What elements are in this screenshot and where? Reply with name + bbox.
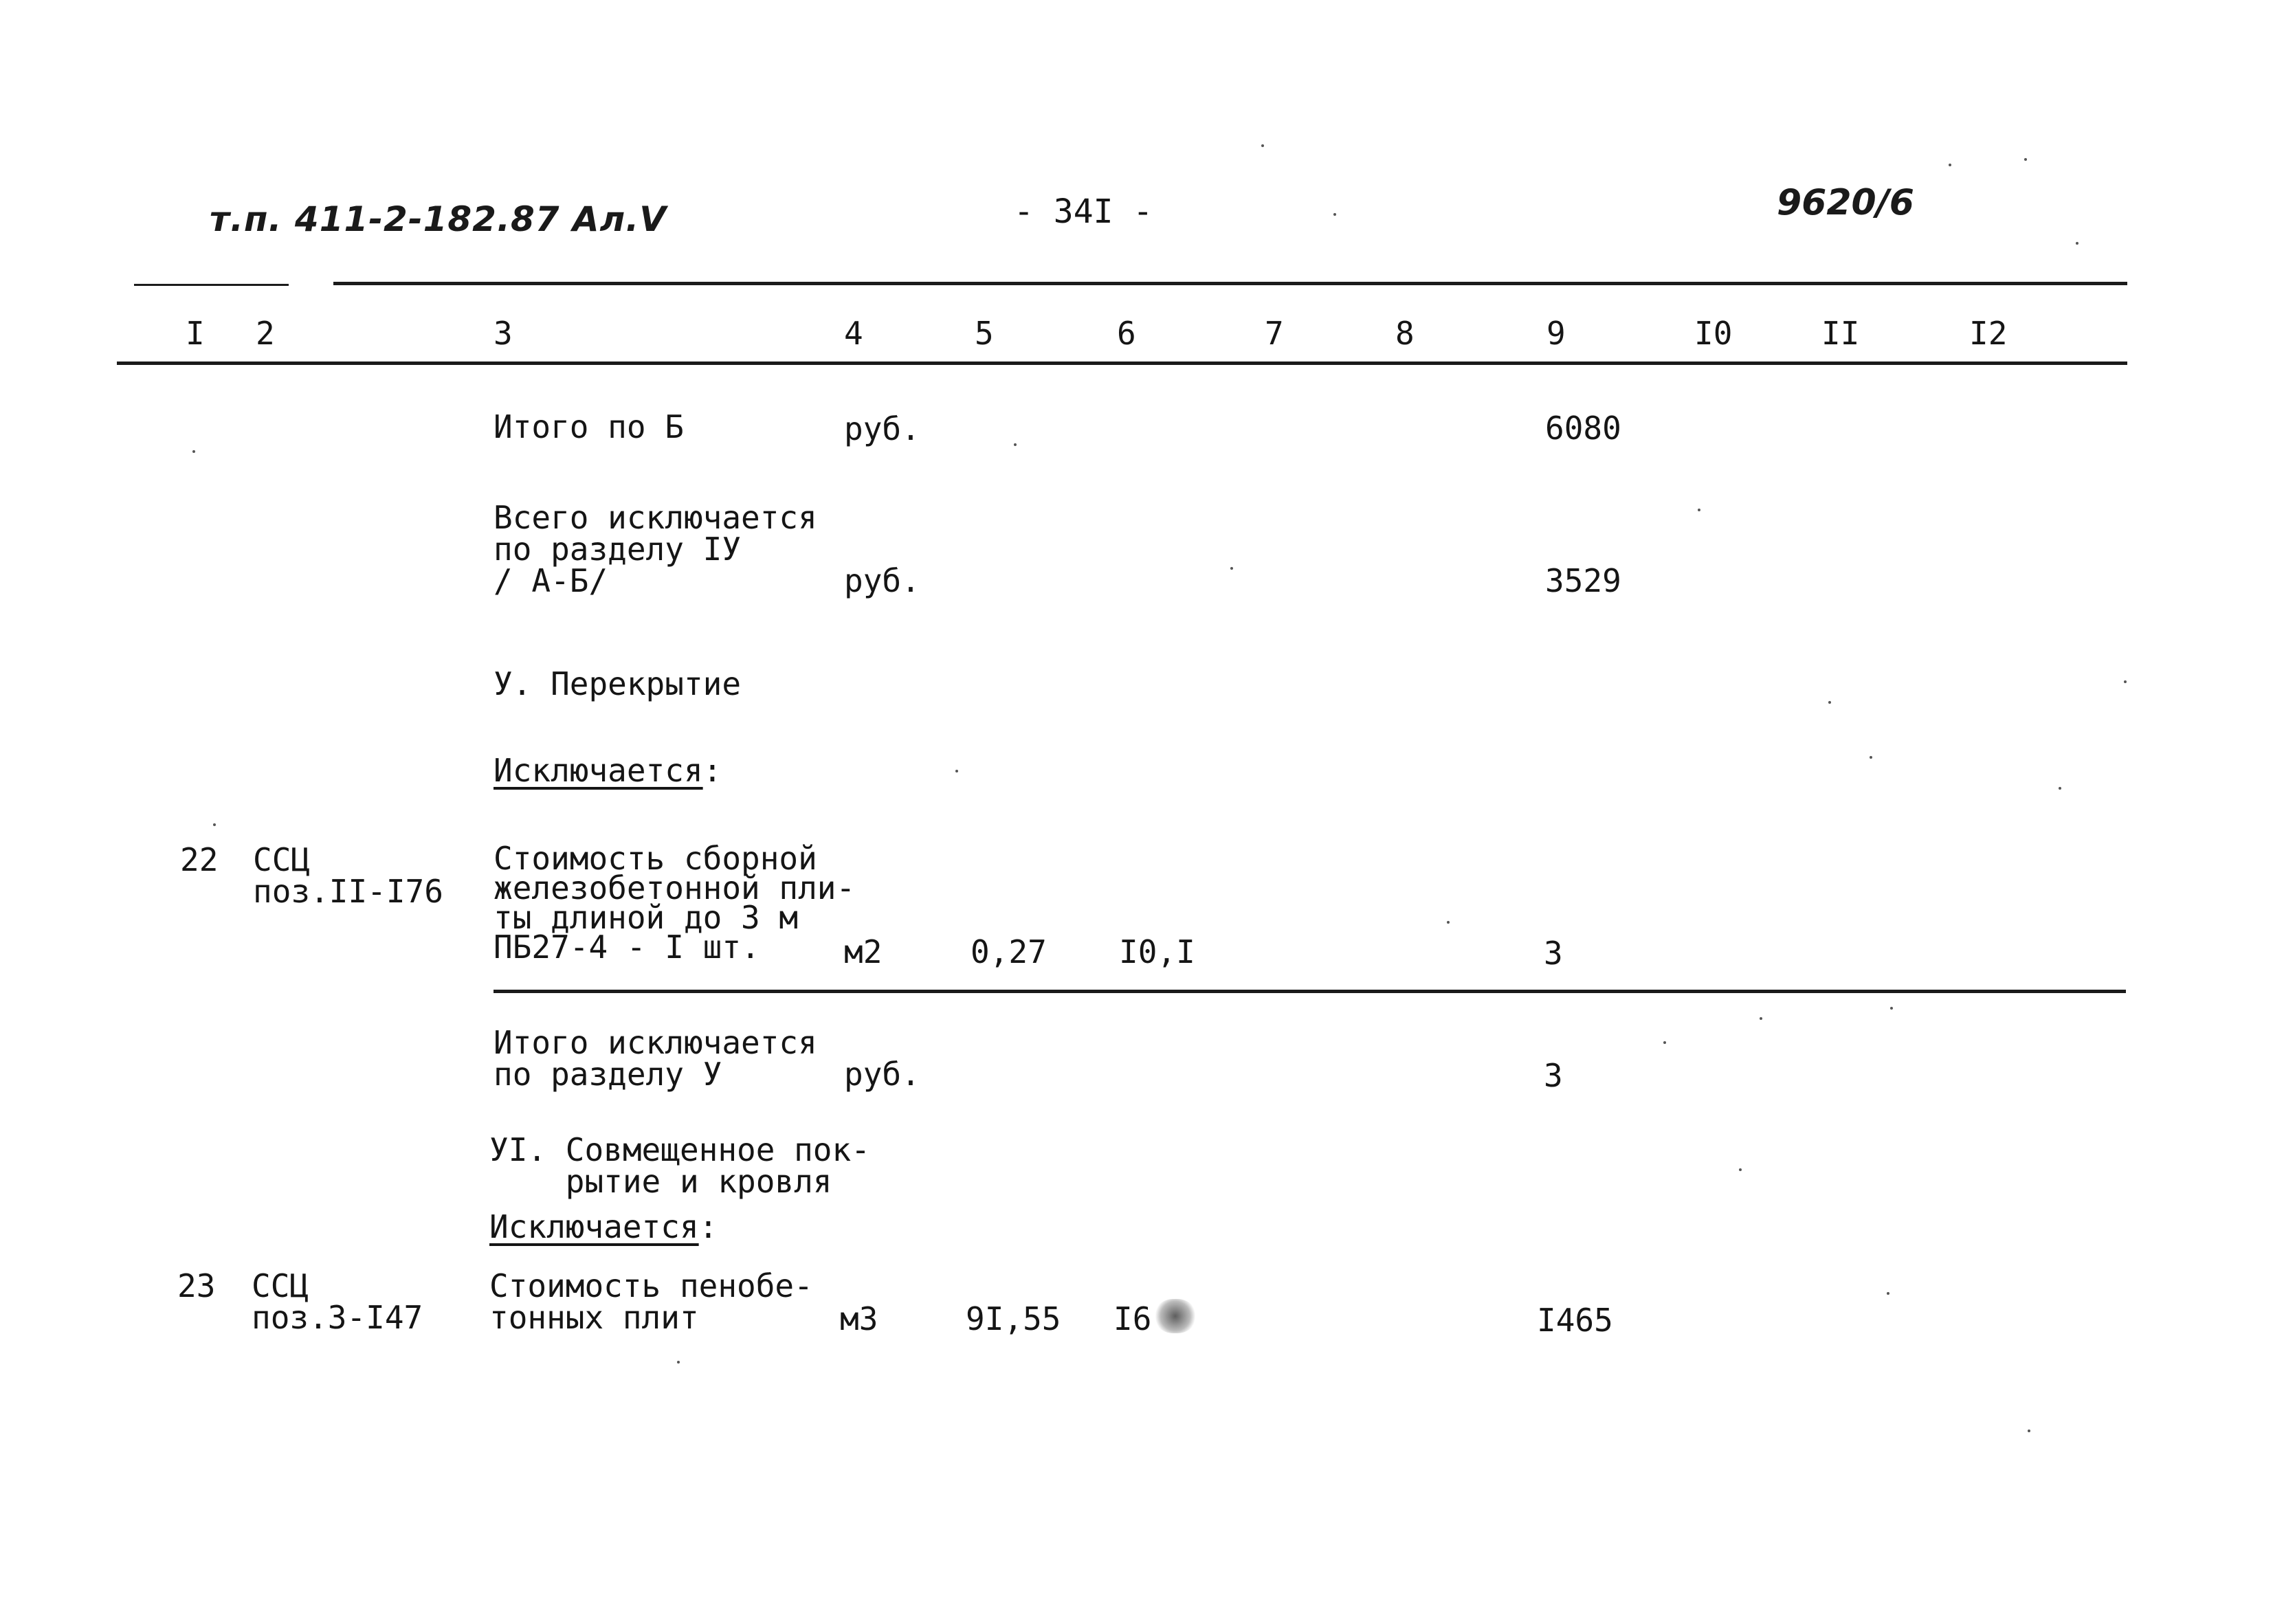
row-vsego-iv-name: Всего исключается по разделу IУ / А-Б/ <box>494 499 817 599</box>
row-22-num: 22 <box>180 841 219 878</box>
section-v-title: У. Перекрытие <box>494 665 742 702</box>
speck <box>1261 144 1264 147</box>
speck <box>677 1361 680 1364</box>
row-23-num: 23 <box>177 1267 216 1304</box>
speck <box>1890 1007 1893 1010</box>
row-22-source: ССЦ поз.II-I76 <box>253 841 443 910</box>
col-header-12: I2 <box>1969 315 2008 352</box>
row-itogo-v-unit: руб. <box>844 1056 920 1093</box>
speck <box>1739 1168 1742 1171</box>
speck <box>1887 1292 1889 1295</box>
row-vsego-iv-col9: 3529 <box>1545 562 1621 599</box>
speck <box>2124 680 2127 683</box>
top-rule <box>333 282 2127 285</box>
row-22-col6: I0,I <box>1119 933 1195 970</box>
row-23-unit: м3 <box>840 1300 878 1337</box>
col-header-1: I <box>186 315 205 352</box>
header-bottom-rule <box>117 361 2127 365</box>
row-itogo-v-col9: 3 <box>1544 1057 1563 1094</box>
speck <box>1663 1041 1666 1044</box>
col-header-4: 4 <box>844 315 863 352</box>
speck <box>1333 213 1336 216</box>
speck <box>1828 701 1831 704</box>
row-22-bottom-rule <box>494 990 2126 993</box>
row-23-name: Стоимость пенобе- тонных плит <box>489 1267 813 1336</box>
speck <box>213 823 216 826</box>
page-number: - 34I - <box>1014 192 1153 231</box>
col-header-5: 5 <box>975 315 994 352</box>
row-itogo-b-name: Итого по Б <box>494 408 684 445</box>
speck <box>1870 756 1872 759</box>
exclusion-heading-v-colon: : <box>702 752 722 789</box>
col-header-7: 7 <box>1265 315 1284 352</box>
exclusion-heading-v-label: Исключается <box>494 752 703 789</box>
row-22-col5: 0,27 <box>971 933 1047 970</box>
col-header-6: 6 <box>1117 315 1136 352</box>
exclusion-heading-vi-label: Исключается <box>489 1208 699 1245</box>
row-23-col5: 9I,55 <box>966 1300 1061 1337</box>
row-22-name: Стоимость сборной железобетонной пли- ты длиной до 3 м ПБ27-4 - I шт. <box>494 840 856 966</box>
row-vsego-iv-unit: руб. <box>844 562 920 599</box>
speck <box>2076 242 2078 245</box>
top-rule-left <box>134 284 289 286</box>
row-23-col6-smudge <box>1155 1299 1196 1333</box>
speck <box>1698 509 1700 511</box>
speck <box>955 770 958 772</box>
col-header-8: 8 <box>1395 315 1415 352</box>
speck <box>2059 787 2061 790</box>
row-23-col9: I465 <box>1537 1302 1613 1339</box>
speck <box>2028 1430 2030 1432</box>
exclusion-heading-vi-colon: : <box>698 1208 718 1245</box>
col-header-11: II <box>1821 315 1860 352</box>
exclusion-heading-v <box>494 752 722 789</box>
col-header-9: 9 <box>1546 315 1566 352</box>
row-22-unit: м2 <box>844 933 883 970</box>
speck <box>1447 921 1450 924</box>
row-itogo-b-unit: руб. <box>844 410 920 447</box>
inventory-number: 9620/6 <box>1777 182 1914 223</box>
row-23-col6: I6 <box>1113 1300 1152 1337</box>
speck <box>192 450 195 453</box>
speck <box>1014 443 1017 446</box>
row-22-col9: 3 <box>1544 935 1563 972</box>
speck <box>1230 567 1233 570</box>
section-vi-title: УI. Совмещенное пок- рытие и кровля <box>489 1131 870 1200</box>
speck <box>2024 158 2027 161</box>
col-header-3: 3 <box>494 315 513 352</box>
col-header-2: 2 <box>256 315 275 352</box>
row-itogo-v-name: Итого исключается по разделу У <box>494 1024 817 1093</box>
row-itogo-b-col9: 6080 <box>1545 410 1621 447</box>
speck <box>1949 164 1951 166</box>
document-reference: т.п. 411-2-182.87 Ал.V <box>210 199 667 239</box>
row-23-source: ССЦ поз.3-I47 <box>252 1267 423 1336</box>
exclusion-heading-vi <box>489 1208 718 1245</box>
col-header-10: I0 <box>1694 315 1733 352</box>
speck <box>1760 1017 1762 1020</box>
